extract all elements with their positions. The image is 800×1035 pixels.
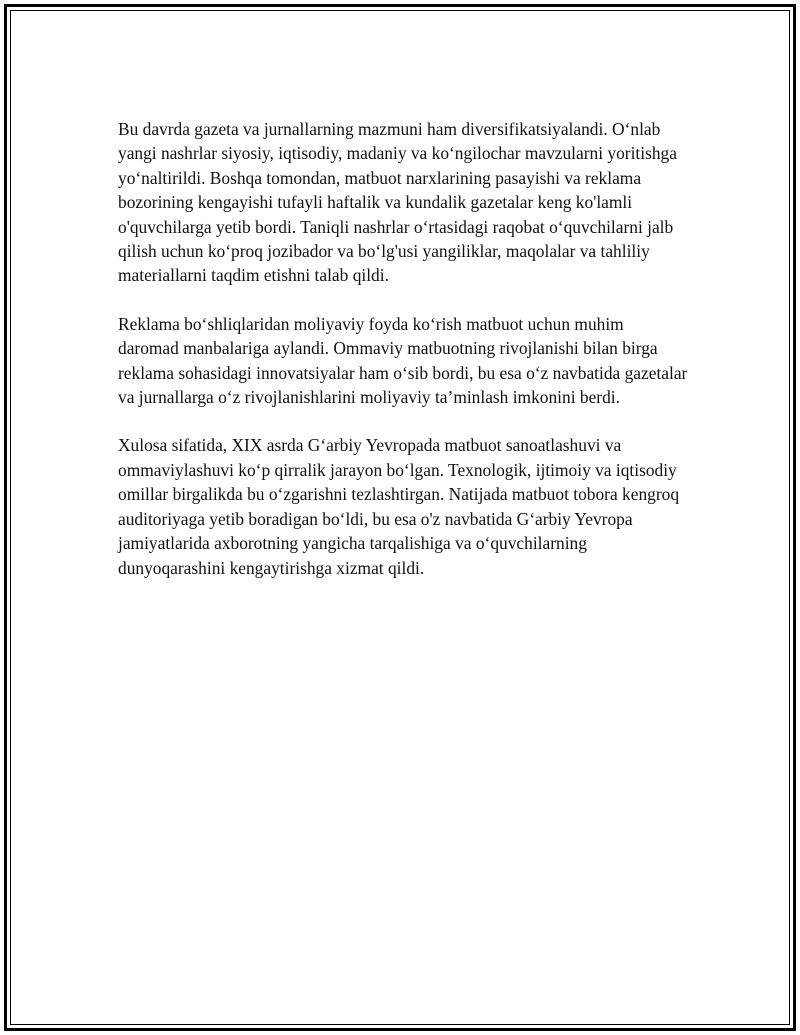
paragraph-3: Xulosa sifatida, XIX asrda G‘arbiy Yevropada matbuot sanoatlashuvi va ommaviylashuvi ko‘p qirralik jarayon bo‘lgan. Texnologik, ijtimoiy va iqtisodiy omillar birgalikda bu o‘zgarishni tezlashtirgan. Natijada matbuot tobora kengroq auditoriyaga yetib boradigan bo‘ldi, bu esa o'z navbatida G‘arbiy Yevropa jamiyatlarida axborotning yangicha tarqalishiga va o‘quvchilarning dunyoqarashini kengaytirishga xizmat qildi.: [118, 435, 680, 578]
document-body: [118, 117, 688, 604]
paragraph-1: Bu davrda gazeta va jurnallarning mazmuni ham diversifikatsiyalandi. O‘nlab yangi nashrlar siyosiy, iqtisodiy, madaniy va ko‘ngilochar mavzularni yoritishga yo‘naltirildi. Boshqa tomondan, matbuot narxlarining pasayishi va reklama bozorining kengayishi tufayli haftalik va kundalik gazetalar keng ko'lamli o'quvchilarga yetib bordi. Taniqli nashrlar o‘rtasidagi raqobat o‘quvchilarni jalb qilish uchun ko‘proq jozibador va bo‘lg'usi yangiliklar, maqolalar va tahliliy materiallarni taqdim etishni talab qildi.: [118, 119, 677, 286]
paragraph-2: Reklama bo‘shliqlaridan moliyaviy foyda ko‘rish matbuot uchun muhim daromad manbalariga aylandi. Ommaviy matbuotning rivojlanishi bilan birga reklama sohasidagi innovatsiyalar ham o‘sib bordi, bu esa o‘z navbatida gazetalar va jurnallarga o‘z rivojlanishlarini moliyaviy ta’minlash imkonini berdi.: [118, 313, 688, 408]
